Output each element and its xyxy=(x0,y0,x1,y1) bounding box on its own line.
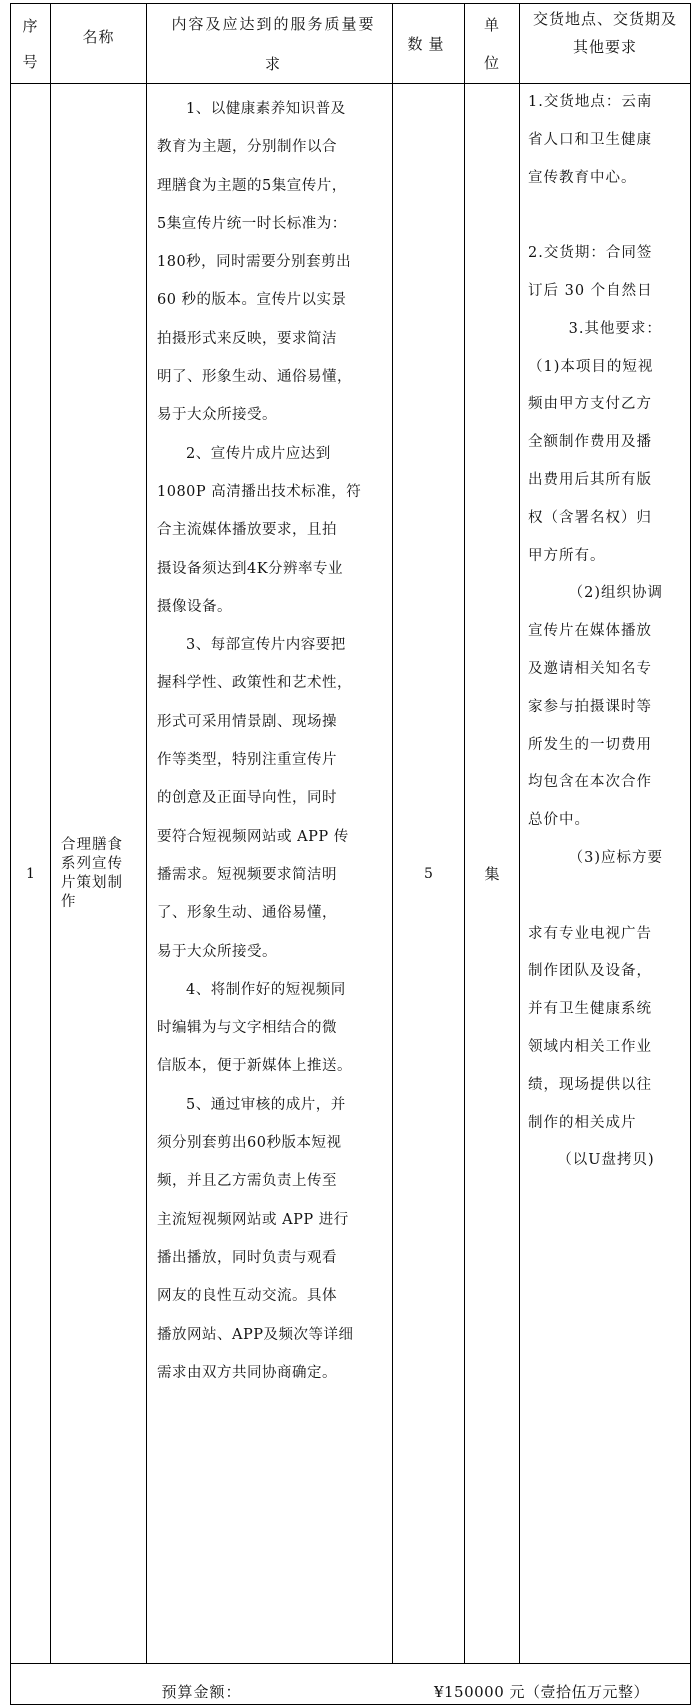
content-line: 摄像设备。 xyxy=(157,598,232,615)
row-name-value: 合理膳食系列宣传片策划制作 xyxy=(61,836,123,910)
content-line: 作等类型，特别注重宣传片 xyxy=(157,752,337,769)
content-line: 拍摄形式来反映，要求简洁 xyxy=(157,330,337,347)
content-line: 频，并且乙方需负责上传至 xyxy=(157,1173,337,1190)
content-line: 摄设备须达到4K分辨率专业 xyxy=(157,560,344,577)
delivery-line: 绩，现场提供以往 xyxy=(528,1076,652,1093)
row-unit xyxy=(465,84,519,1663)
delivery-line: 及邀请相关知名专 xyxy=(528,660,652,677)
content-line: 60 秒的版本。宣传片以实景 xyxy=(157,292,347,309)
delivery-line: （2)组织协调 xyxy=(568,585,663,602)
content-line: 明了、形象生动、通俗易懂， xyxy=(157,369,352,386)
header-delivery xyxy=(520,4,690,83)
budget-label: 预算金额： xyxy=(161,1683,242,1701)
delivery-line: 订后 30 个自然日 xyxy=(528,282,653,299)
delivery-line: 1.交货地点：云南 xyxy=(528,94,653,110)
content-line: 须分别套剪出60秒版本短视 xyxy=(157,1135,342,1152)
header-unit xyxy=(465,4,519,83)
delivery-line: 总价中。 xyxy=(528,812,590,829)
content-line: 网友的良性互动交流。具体 xyxy=(157,1288,337,1305)
content-line: 的创意及正面导向性，同时 xyxy=(157,790,337,807)
delivery-line: 家参与拍摄课时等 xyxy=(528,698,652,715)
content-line: 需求由双方共同协商确定。 xyxy=(157,1364,337,1381)
delivery-line: 宣传教育中心。 xyxy=(528,169,637,186)
row-delivery xyxy=(520,84,690,1663)
delivery-line: 权（含署名权）归 xyxy=(528,509,652,526)
content-line: 了、形象生动、通俗易懂， xyxy=(157,905,337,922)
delivery-line: 甲方所有。 xyxy=(528,547,606,564)
delivery-line: （3)应标方要 xyxy=(568,849,663,866)
content-line: 3、每部宣传片内容要把 xyxy=(186,637,346,654)
delivery-line: 制作团队及设备， xyxy=(528,963,652,980)
header-index-label: 序号 xyxy=(22,16,39,71)
row-quantity xyxy=(393,84,464,1663)
delivery-line: 频由甲方支付乙方 xyxy=(528,396,652,413)
header-quantity xyxy=(393,4,464,83)
content-line: 1080P 高清播出技术标准，符 xyxy=(157,483,362,500)
delivery-line: 3.其他要求： xyxy=(568,320,662,337)
content-line: 握科学性、政策性和艺术性， xyxy=(157,675,352,692)
content-line: 主流短视频网站或 APP 进行 xyxy=(157,1211,349,1228)
delivery-line: 省人口和卫生健康 xyxy=(528,131,652,148)
header-content-label: 内容及应达到的服务质量要求 xyxy=(171,14,376,73)
row-content xyxy=(147,84,392,1663)
content-line: 2、宣传片成片应达到 xyxy=(186,445,331,462)
budget-value-cell xyxy=(393,1664,690,1704)
content-line: 易于大众所接受。 xyxy=(157,943,277,960)
header-content xyxy=(147,4,392,83)
content-line: 信版本，便于新媒体上推送。 xyxy=(157,1058,352,1075)
content-line: 易于大众所接受。 xyxy=(157,407,277,424)
table-border-bottom xyxy=(10,1704,691,1705)
content-line: 5、通过审核的成片，并 xyxy=(186,1096,346,1113)
delivery-line: 制作的相关成片 xyxy=(528,1114,637,1131)
delivery-line xyxy=(528,197,684,235)
content-line: 理膳食为主题的5集宣传片， xyxy=(157,177,347,194)
row-unit-value: 集 xyxy=(484,865,500,883)
header-index xyxy=(11,4,50,83)
content-line: 播放网站、APP及频次等详细 xyxy=(157,1326,354,1343)
delivery-line: 并有卫生健康系统 xyxy=(528,1001,652,1018)
delivery-line: 所发生的一切费用 xyxy=(528,736,652,753)
content-line: 4、将制作好的短视频同 xyxy=(186,981,346,998)
delivery-line: 2.交货期：合同签 xyxy=(528,245,653,262)
delivery-line: 宣传片在媒体播放 xyxy=(528,623,652,640)
row-index xyxy=(11,84,50,1663)
budget-value: ¥150000 元（壹拾伍万元整） xyxy=(433,1683,650,1701)
row-name xyxy=(51,84,146,1663)
content-line: 播出播放，同时负责与观看 xyxy=(157,1249,337,1266)
header-name-label: 名称 xyxy=(82,28,115,46)
content-line: 要符合短视频网站或 APP 传 xyxy=(157,828,349,845)
budget-label-cell xyxy=(11,1664,392,1704)
delivery-line: 出费用后其所有版 xyxy=(528,471,652,488)
delivery-line: 全额制作费用及播 xyxy=(528,434,652,451)
delivery-line xyxy=(528,878,684,916)
header-quantity-label: 数量 xyxy=(407,35,450,53)
content-line: 180秒，同时需要分别套剪出 xyxy=(157,254,352,271)
delivery-line: 均包含在本次合作 xyxy=(528,774,652,791)
header-name xyxy=(51,4,146,83)
row-quantity-value: 5 xyxy=(424,865,433,882)
delivery-line: （1)本项目的短视 xyxy=(528,358,654,375)
content-line: 时编辑为与文字相结合的微 xyxy=(157,1020,337,1037)
table-border-right xyxy=(690,3,691,1705)
content-line: 合主流媒体播放要求，且拍 xyxy=(157,522,337,539)
delivery-line: （以U盘拷贝) xyxy=(557,1152,655,1169)
delivery-line: 领域内相关工作业 xyxy=(528,1038,652,1055)
header-unit-label: 单位 xyxy=(483,15,500,72)
content-line: 1、以健康素养知识普及 xyxy=(186,101,346,117)
content-line: 5集宣传片统一时长标准为： xyxy=(157,215,347,232)
delivery-line: 求有专业电视广告 xyxy=(528,925,652,942)
row-index-value: 1 xyxy=(26,865,35,882)
content-line: 播需求。短视频要求简洁明 xyxy=(157,866,337,883)
header-delivery-label: 交货地点、交货期及其他要求 xyxy=(532,9,677,56)
content-line: 教育为主题，分别制作以合 xyxy=(157,139,337,156)
content-line: 形式可采用情景剧、现场操 xyxy=(157,713,337,730)
